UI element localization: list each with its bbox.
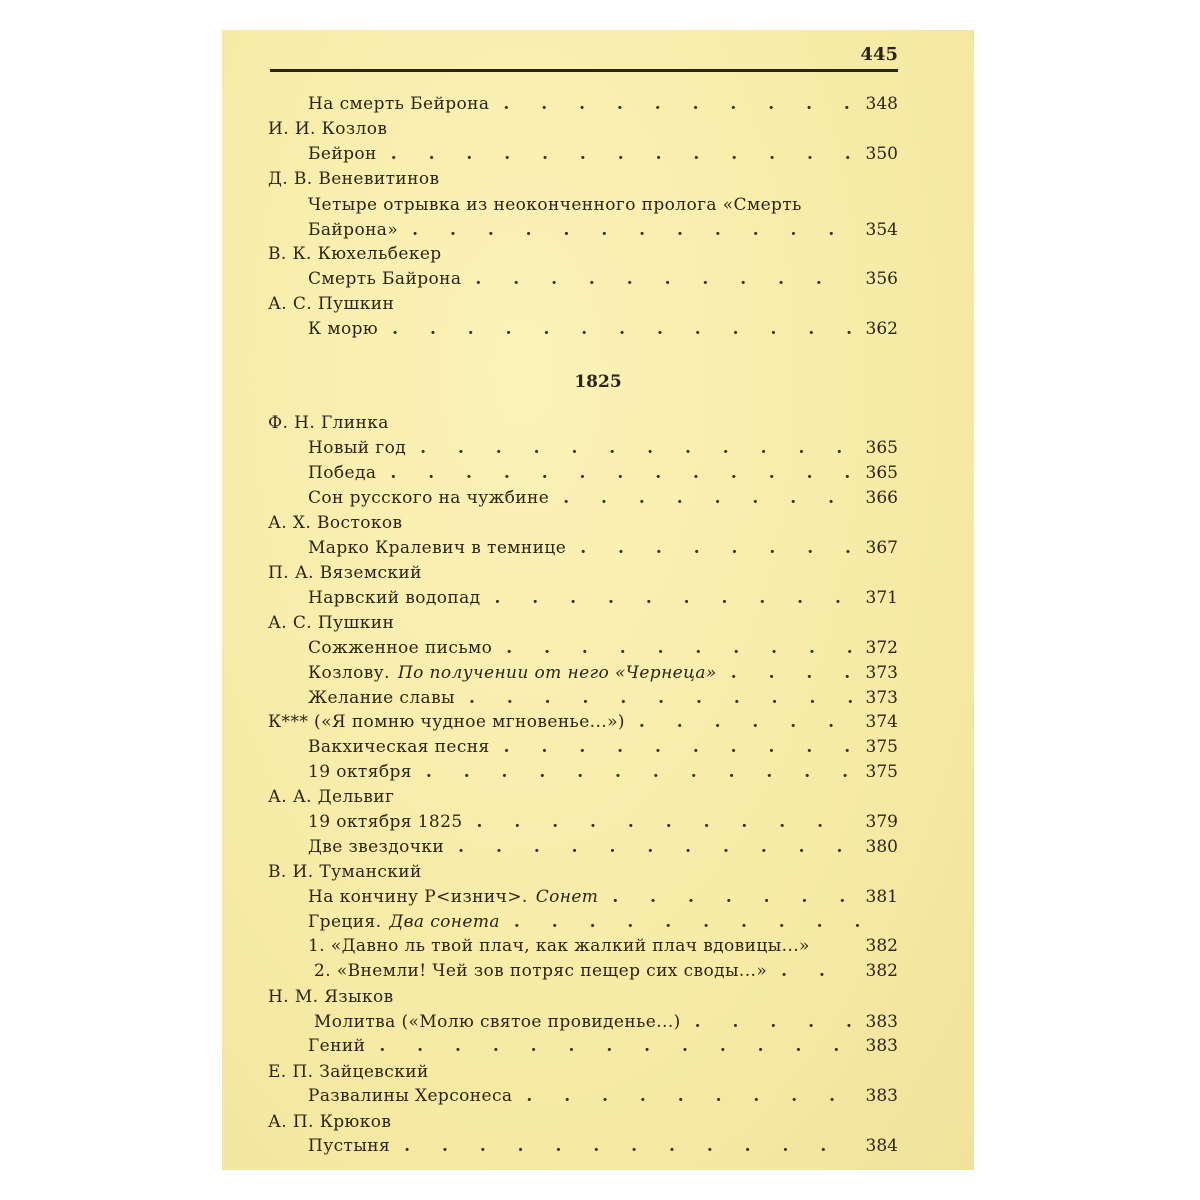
toc-entry [308,661,898,685]
dot-leader [731,661,854,685]
toc-entry [308,536,898,560]
entry-title-italic: Сонет [535,887,599,907]
entry-title: Смерть Байрона [308,269,462,289]
toc-entry [308,193,898,217]
toc-entry [308,142,898,166]
dot-leader [391,142,854,166]
author-heading [268,785,898,809]
entry-title: Е. П. Зайцевский [268,1062,429,1082]
toc-entry [308,1134,898,1158]
entry-title: 19 октября 1825 [308,812,463,832]
dot-leader [420,436,854,460]
entry-page-number: 381 [865,887,898,907]
entry-page-number: 356 [865,269,898,289]
entry-title: Развалины Херсонеса [308,1086,513,1106]
entry-title: Байрона» [308,220,399,240]
entry-page-number: 382 [865,936,898,956]
entry-page-number: 373 [865,688,898,708]
entry-title: Марко Кралевич в темнице [308,538,567,558]
year-heading: 1825 [574,372,622,392]
entry-page-number: 365 [865,463,898,483]
dot-leader [404,1134,854,1158]
dot-leader [695,1010,854,1034]
entry-page-number: 365 [865,438,898,458]
author-heading [268,292,898,316]
toc-entry [308,910,898,934]
entry-page-number: 375 [865,737,898,757]
entry-page-number: 383 [865,1036,898,1056]
toc-entry [308,461,898,485]
dot-leader [504,735,854,759]
dot-leader [612,885,854,909]
toc-entry [308,436,898,460]
entry-title: А. А. Дельвиг [268,787,395,807]
entry-title: 19 октября [308,762,412,782]
entry-title: А. С. Пушкин [268,613,395,633]
entry-title: А. Х. Востоков [268,513,403,533]
entry-title-italic: Два сонета [389,912,500,932]
author-heading [268,167,898,191]
toc-entry [308,267,898,291]
toc-entry [268,710,898,734]
dot-leader [390,461,854,485]
entry-title: Козлову. [308,663,390,683]
entry-title: Пустыня [308,1136,391,1156]
toc-entry [308,810,898,834]
entry-page-number: 367 [865,538,898,558]
author-heading [268,860,898,884]
entry-title: Д. В. Веневитинов [268,169,440,189]
author-heading [268,985,898,1009]
dot-leader [494,586,854,610]
entry-title: Греция. [308,912,382,932]
dot-leader [412,218,854,242]
entry-title: На смерть Бейрона [308,94,490,114]
author-heading [268,511,898,535]
entry-page-number: 371 [865,588,898,608]
entry-page-number: 374 [865,712,898,732]
dot-leader [639,710,854,734]
entry-title: Нарвский водопад [308,588,481,608]
entry-title: А. П. Крюков [268,1112,392,1132]
entry-title: 2. «Внемли! Чей зов потряс пещер сих своды...» [314,961,768,981]
entry-title: Сон русского на чужбине [308,488,550,508]
entry-title: Желание славы [308,688,455,708]
toc-entry [308,636,898,660]
toc-entry [308,1034,898,1058]
entry-title: Сожженное письмо [308,638,493,658]
entry-title: П. А. Вяземский [268,563,422,583]
toc-entry [308,885,898,909]
entry-page-number: 350 [865,144,898,164]
dot-leader [514,910,888,934]
dot-leader [469,686,854,710]
dot-leader [580,536,854,560]
entry-title: Четыре отрывка из неоконченного пролога «Смерть [308,195,802,215]
entry-title: Ф. Н. Глинка [268,413,389,433]
book-page [222,30,974,1170]
dot-leader [526,1084,854,1108]
entry-page-number: 375 [865,762,898,782]
entry-page-number: 379 [865,812,898,832]
entry-title: 1. «Давно ль твой плач, как жалкий плач вдовицы...» [308,936,810,956]
author-heading [268,1110,898,1134]
dot-leader [475,267,854,291]
entry-title: Молитва («Молю святое провиденье...) [314,1012,681,1032]
entry-title-italic: По получении от него «Чернеца» [397,663,717,683]
entry-page-number: 383 [865,1012,898,1032]
toc-entry [308,835,898,859]
toc-entry [308,586,898,610]
author-heading [268,117,898,141]
author-heading [268,242,898,266]
dot-leader [458,835,854,859]
entry-title: Бейрон [308,144,377,164]
entry-page-number: 373 [865,663,898,683]
entry-page-number: 362 [865,319,898,339]
toc-entry [308,760,898,784]
author-heading [268,611,898,635]
entry-title: Вакхическая песня [308,737,490,757]
toc-entry [314,1010,898,1034]
entry-page-number: 348 [865,94,898,114]
entry-title: Новый год [308,438,407,458]
dot-leader [477,810,854,834]
entry-page-number: 372 [865,638,898,658]
toc-entry [308,218,898,242]
entry-page-number: 384 [865,1136,898,1156]
header-rule [270,69,898,72]
entry-title: И. И. Козлов [268,119,388,139]
entry-title: В. К. Кюхельбекер [268,244,442,264]
dot-leader [426,760,854,784]
toc-entry [308,317,898,341]
toc-entry [308,486,898,510]
entry-title: А. С. Пушкин [268,294,395,314]
entry-page-number: 380 [865,837,898,857]
toc-entry [308,735,898,759]
toc-entry [308,686,898,710]
entry-title: В. И. Туманский [268,862,422,882]
dot-leader [781,959,854,983]
entry-page-number: 366 [865,488,898,508]
entry-title: Гений [308,1036,366,1056]
author-heading [268,561,898,585]
dot-leader [503,92,854,116]
entry-title: Н. М. Языков [268,987,394,1007]
toc-entry [308,92,898,116]
entry-page-number: 382 [865,961,898,981]
entry-title: На кончину Р<изнич>. [308,887,528,907]
entry-page-number: 354 [865,220,898,240]
dot-leader [563,486,854,510]
author-heading [268,411,898,435]
toc-entry [308,1084,898,1108]
entry-title: К морю [308,319,379,339]
entry-title: К*** («Я помню чудное мгновенье...») [268,712,625,732]
dot-leader [392,317,854,341]
dot-leader [506,636,854,660]
page-number: 445 [860,44,898,65]
entry-title: Две звездочки [308,837,445,857]
author-heading [268,1060,898,1084]
dot-leader [379,1034,854,1058]
entry-title: Победа [308,463,377,483]
entry-page-number: 383 [865,1086,898,1106]
toc-entry [308,934,898,958]
toc-entry [314,959,898,983]
